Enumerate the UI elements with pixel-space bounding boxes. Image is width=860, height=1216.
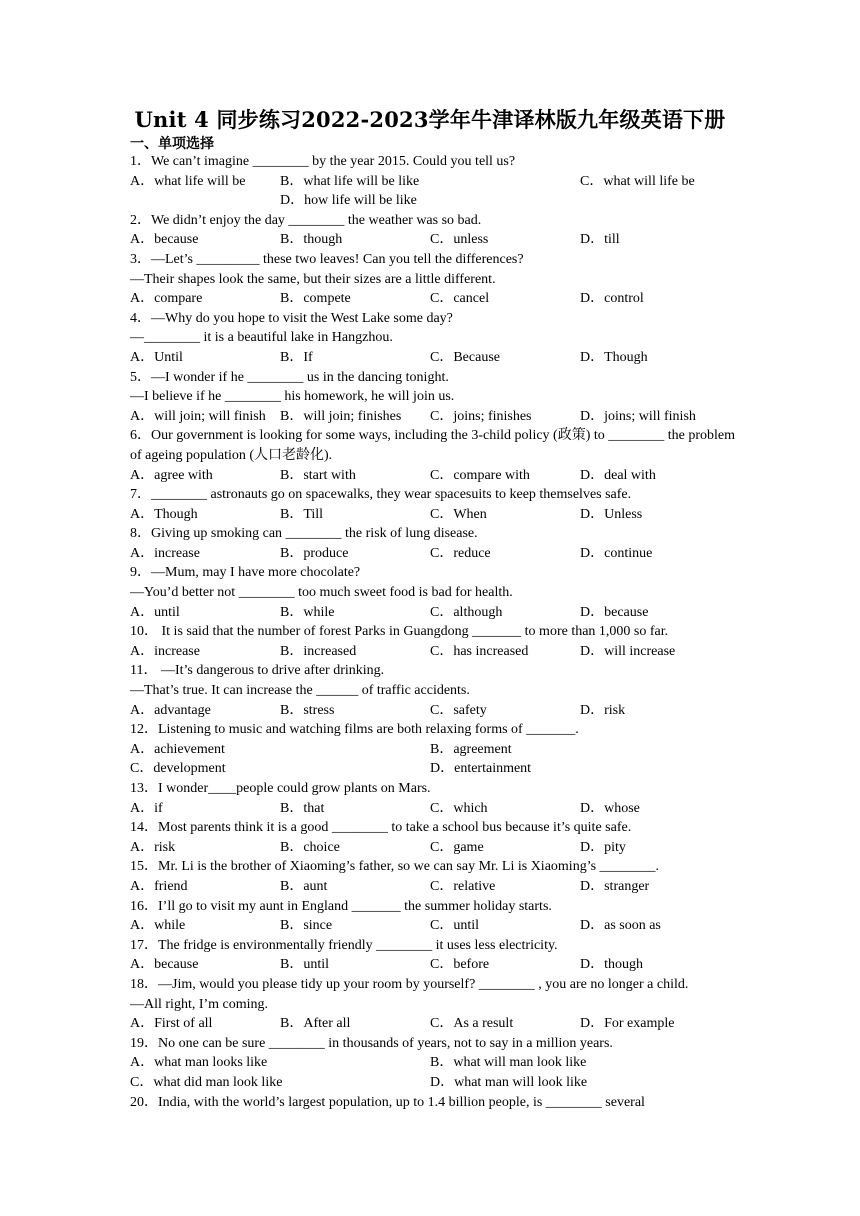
options-row (130, 172, 735, 192)
question-stem: 19．No one can be sure ________ in thousands of years, not to say in a million years. (130, 1035, 613, 1051)
question-stem: 1．We can’t imagine ________ by the year 2015. Could you tell us? (130, 154, 516, 169)
question-stem-line: —Their shapes look the same, but their sizes are a little different. (130, 271, 496, 287)
option-d: D．what man will look like (430, 1074, 588, 1090)
options-row (130, 740, 735, 760)
question-13 (130, 779, 735, 818)
option-d: D．stranger (580, 878, 650, 894)
option-d: D．Though (580, 349, 648, 365)
option-d: D．continue (580, 545, 653, 561)
question-stem-line: —I believe if he ________ his homework, he will join us. (130, 389, 455, 405)
options-row (130, 1014, 735, 1034)
option-b: B．If (280, 349, 313, 365)
options-row (130, 759, 735, 779)
question-stem-line: —All right, I’m coming. (130, 996, 269, 1012)
option-d: D．because (580, 604, 649, 620)
option-d: D．joins; will finish (580, 408, 696, 424)
question-8 (130, 524, 735, 563)
question-stem: 2．We didn’t enjoy the day ________ the weather was so bad. (130, 212, 482, 228)
question-3 (130, 250, 735, 309)
option-b: B．start with (280, 467, 356, 483)
option-d: D．control (580, 291, 644, 307)
option-b: B．what will man look like (430, 1055, 587, 1071)
option-a: A．Though (130, 506, 198, 522)
question-stem: 7．________ astronauts go on spacewalks, they wear spacesuits to keep themselves safe. (130, 487, 632, 503)
option-b: B．though (280, 232, 343, 248)
question-6 (130, 426, 735, 485)
option-c: C．Because (430, 349, 500, 365)
option-c: C．As a result (430, 1016, 514, 1032)
option-a: A．because (130, 957, 199, 973)
option-d: D．entertainment (430, 761, 532, 777)
option-d: D．Unless (580, 506, 643, 522)
question-stem: 18．—Jim, would you please tidy up your room by yourself? ________ , you are no longer a child. (130, 976, 689, 992)
option-a: A．will join; will finish (130, 408, 266, 424)
question-stem-line: —________ it is a beautiful lake in Hangzhou. (130, 330, 393, 346)
option-a: A．risk (130, 839, 176, 855)
option-d: D．For example (580, 1016, 675, 1032)
option-b: B．will join; finishes (280, 408, 402, 424)
option-d: D．will increase (580, 643, 676, 659)
question-stem: 17．The fridge is environmentally friendly ________ it uses less electricity. (130, 937, 558, 953)
option-a: A．until (130, 604, 180, 620)
question-15 (130, 857, 735, 896)
option-c: C．relative (430, 878, 496, 894)
option-b: B．what life will be like (280, 173, 420, 189)
question-16 (130, 897, 735, 936)
question-stem-line: —That’s true. It can increase the ______ of traffic accidents. (130, 683, 470, 699)
question-stem: 6．Our government is looking for some ways, including the 3-child policy (政策) to ________ the problem of ageing population (人口老龄化). (130, 428, 736, 463)
question-stem: 11． —It’s dangerous to drive after drinking. (130, 663, 385, 679)
option-d: D．whose (580, 800, 640, 816)
option-b: B．choice (280, 839, 340, 855)
option-c: C．compare with (430, 467, 530, 483)
option-a: A．advantage (130, 702, 211, 718)
options-row (130, 799, 735, 819)
question-10 (130, 622, 735, 661)
option-a: A．agree with (130, 467, 213, 483)
options-row (130, 544, 735, 564)
option-c: C．reduce (430, 545, 491, 561)
options-row (130, 1073, 735, 1093)
options-row (130, 230, 735, 250)
option-a: A．First of all (130, 1016, 213, 1032)
question-stem: 9．—Mum, may I have more chocolate? (130, 565, 361, 581)
options-row (130, 348, 735, 368)
options-row (130, 642, 735, 662)
options-row (130, 407, 735, 427)
options-row (130, 603, 735, 623)
options-row (130, 191, 735, 211)
option-a: A．compare (130, 291, 203, 307)
question-stem: 15．Mr. Li is the brother of Xiaoming’s father, so we can say Mr. Li is Xiaoming’s ________. (130, 859, 660, 875)
question-11 (130, 661, 735, 720)
options-row (130, 955, 735, 975)
question-1 (130, 152, 735, 211)
question-stem: 16．I’ll go to visit my aunt in England _______ the summer holiday starts. (130, 898, 552, 914)
question-stem: 8．Giving up smoking can ________ the risk of lung disease. (130, 526, 478, 542)
option-a: A．increase (130, 643, 200, 659)
question-stem: 10． It is said that the number of forest Parks in Guangdong _______ to more than 1,000 so far. (130, 624, 669, 640)
option-a: A．increase (130, 545, 200, 561)
question-20 (130, 1093, 735, 1113)
options-row (130, 505, 735, 525)
option-b: B．compete (280, 291, 351, 307)
option-b: B．produce (280, 545, 349, 561)
section-heading: 一、单项选择 (130, 136, 214, 152)
option-a: A．what man looks like (130, 1055, 268, 1071)
option-a: A．Until (130, 349, 183, 365)
option-b: B．After all (280, 1016, 351, 1032)
option-c: C．until (430, 918, 480, 934)
option-b: B．while (280, 604, 335, 620)
option-b: B．that (280, 800, 325, 816)
question-14 (130, 818, 735, 857)
option-c: C．what will life be (580, 173, 695, 189)
question-list (130, 152, 735, 1112)
option-d: D．risk (580, 702, 626, 718)
options-row (130, 701, 735, 721)
question-18 (130, 975, 735, 1034)
options-row (130, 466, 735, 486)
question-7 (130, 485, 735, 524)
question-stem: 12．Listening to music and watching films are both relaxing forms of _______. (130, 722, 579, 738)
question-stem: 3．—Let’s _________ these two leaves! Can you tell the differences? (130, 251, 524, 267)
question-5 (130, 368, 735, 427)
question-19 (130, 1034, 735, 1093)
option-d: D．deal with (580, 467, 656, 483)
option-c: C．safety (430, 702, 487, 718)
options-row (130, 916, 735, 936)
question-4 (130, 309, 735, 368)
document-title: Unit 4 同步练习2022-2023学年牛津译林版九年级英语下册 (134, 107, 726, 132)
option-a: A．achievement (130, 741, 225, 757)
option-c: C．game (430, 839, 484, 855)
question-stem: 5．—I wonder if he ________ us in the dancing tonight. (130, 369, 449, 385)
option-a: A．while (130, 918, 186, 934)
option-b: B．agreement (430, 741, 512, 757)
option-b: B．increased (280, 643, 357, 659)
option-c: C．although (430, 604, 503, 620)
question-stem: 4．—Why do you hope to visit the West Lake some day? (130, 310, 453, 326)
option-c: C．When (430, 506, 487, 522)
options-row (130, 838, 735, 858)
option-a: A．what life will be (130, 173, 246, 189)
options-row (130, 289, 735, 309)
question-stem: 20．India, with the world’s largest population, up to 1.4 billion people, is ________ several (130, 1094, 645, 1110)
option-c: C．which (430, 800, 488, 816)
option-c: C．before (430, 957, 490, 973)
option-c: C．has increased (430, 643, 529, 659)
option-c: C．development (130, 761, 226, 777)
option-b: B．Till (280, 506, 324, 522)
option-b: B．since (280, 918, 333, 934)
option-d: D．pity (580, 839, 626, 855)
option-c: C．cancel (430, 291, 490, 307)
option-d: D．though (580, 957, 643, 973)
question-2 (130, 211, 735, 250)
question-9 (130, 563, 735, 622)
option-c: C．joins; finishes (430, 408, 532, 424)
option-a: A．if (130, 800, 163, 816)
option-d: D．till (580, 232, 620, 248)
option-b: B．stress (280, 702, 335, 718)
question-stem: 13．I wonder____people could grow plants on Mars. (130, 781, 431, 796)
question-stem: 14．Most parents think it is a good ________ to take a school bus because it’s quite safe. (130, 820, 632, 836)
option-a: A．because (130, 232, 199, 248)
option-a: A．friend (130, 878, 188, 894)
option-d: D．how life will be like (280, 193, 417, 209)
options-row (130, 1053, 735, 1073)
option-c: C．what did man look like (130, 1074, 283, 1090)
option-d: D．as soon as (580, 918, 661, 934)
question-12 (130, 720, 735, 779)
options-row (130, 877, 735, 897)
option-b: B．until (280, 957, 330, 973)
option-b: B．aunt (280, 878, 328, 894)
option-c: C．unless (430, 232, 489, 248)
question-stem-line: —You’d better not ________ too much sweet food is bad for health. (130, 585, 513, 601)
question-17 (130, 936, 735, 975)
